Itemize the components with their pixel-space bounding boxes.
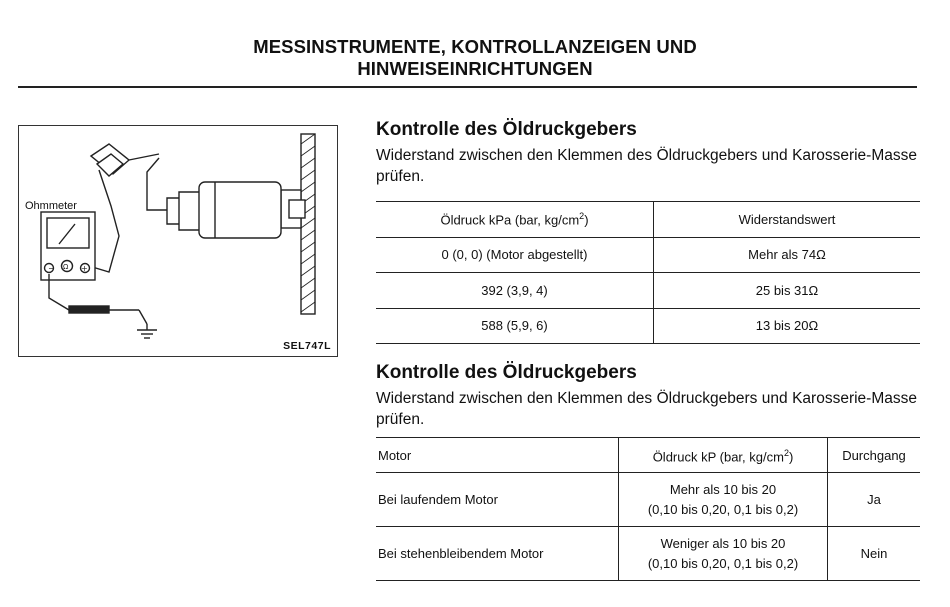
pressure-cell: 392 (3,9, 4) <box>376 273 654 309</box>
unit-superscript: 2 <box>579 211 585 222</box>
page-title-line1: MESSINSTRUMENTE, KONTROLLANZEIGEN UND <box>253 36 697 57</box>
pressure-cell <box>619 473 828 527</box>
unit-superscript: 2 <box>783 447 789 458</box>
title-divider <box>18 86 917 88</box>
pressure-line2: (0,10 bis 0,20, 0,1 bis 0,2) <box>647 501 799 517</box>
table-header-row <box>376 438 920 473</box>
continuity-table <box>376 437 920 581</box>
table-row <box>376 473 920 527</box>
pressure-cell: 0 (0, 0) (Motor abgestellt) <box>376 237 654 273</box>
continuity-cell: Nein <box>828 527 921 581</box>
section2-description: Widerstand zwischen den Klemmen des Öldruckgebers und Karosserie-Masse prüfen. <box>376 390 917 428</box>
resistance-cell: 25 bis 31Ω <box>654 273 921 309</box>
table-header-row <box>376 202 920 238</box>
col-continuity-header: Durchgang <box>828 438 921 473</box>
table-row <box>376 273 920 309</box>
unit-suffix: ) <box>584 212 589 228</box>
ohmmeter-diagram-drawing <box>19 126 337 356</box>
col-pressure-label: Öldruck kPa (bar, kg/cm <box>440 212 580 228</box>
pressure-line1: Mehr als 10 bis 20 <box>669 481 777 497</box>
continuity-cell: Ja <box>828 473 921 527</box>
svg-text:+: + <box>81 264 88 273</box>
unit-suffix: ) <box>788 449 794 465</box>
svg-text:−: − <box>48 264 55 273</box>
table-row <box>376 527 920 581</box>
svg-text:Ω: Ω <box>63 263 69 271</box>
page-title <box>0 36 950 80</box>
col-pressure-label: Öldruck kP (bar, kg/cm <box>652 449 784 465</box>
table-row <box>376 308 920 344</box>
figure-code: SEL747L <box>283 340 331 352</box>
col-resistance-header: Widerstandswert <box>654 202 921 238</box>
pressure-cell: 588 (5,9, 6) <box>376 308 654 344</box>
pressure-line1: Weniger als 10 bis 20 <box>660 535 786 551</box>
col-pressure-header <box>619 438 828 473</box>
table-row <box>376 237 920 273</box>
resistance-cell: 13 bis 20Ω <box>654 308 921 344</box>
section1-heading: Kontrolle des Öldruckgebers <box>376 119 637 140</box>
motor-cell: Bei laufendem Motor <box>376 473 619 527</box>
col-motor-header: Motor <box>376 438 619 473</box>
section2-heading: Kontrolle des Öldruckgebers <box>376 362 637 383</box>
page-title-line2: HINWEISEINRICHTUNGEN <box>357 58 593 79</box>
col-pressure-header <box>376 202 654 238</box>
pressure-line2: (0,10 bis 0,20, 0,1 bis 0,2) <box>647 555 799 571</box>
ohmmeter-label: Ohmmeter <box>25 200 77 212</box>
pressure-cell <box>619 527 828 581</box>
section1-description: Widerstand zwischen den Klemmen des Öldruckgebers und Karosserie-Masse prüfen. <box>376 147 917 185</box>
motor-cell: Bei stehenbleibendem Motor <box>376 527 619 581</box>
resistance-cell: Mehr als 74Ω <box>654 237 921 273</box>
ohmmeter-diagram <box>18 125 338 357</box>
resistance-table <box>376 201 920 344</box>
